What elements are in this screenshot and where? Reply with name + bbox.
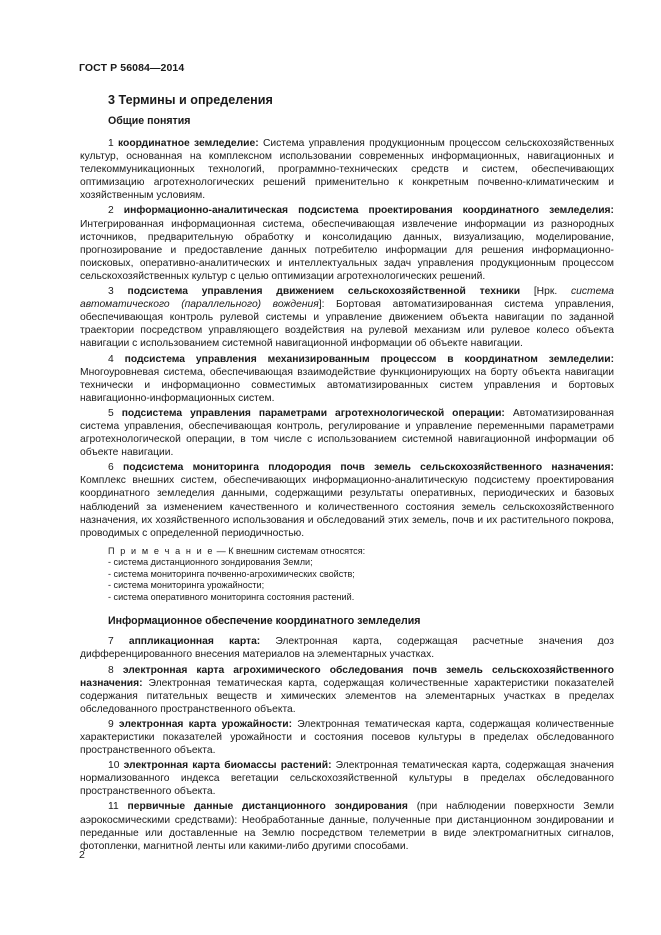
term-number: 9	[108, 718, 114, 730]
term-entry-7	[80, 635, 614, 661]
page-number: 2	[79, 849, 85, 861]
term-name: подсистема управления движением сельскохозяйственной техники	[127, 286, 521, 298]
term-name: электронная карта биомассы растений:	[123, 760, 332, 772]
term-number: 4	[108, 353, 114, 365]
term-entry-3	[80, 285, 614, 350]
term-definition: Интегрированная информационная система, обеспечивающая извлечение информации из разнородных источников, предварительную обработку и консолидацию данных, визуализацию, моделирование, прогнозирование и предоставление данных потребителю информации для решения информационно-поисковых, оперативно-аналитических и интеллектуальных задач управления продукционным процессом сельскохозяйственных культур с целью оптимизации агротехнологических решений.	[80, 218, 614, 282]
term-definition: Комплекс внешних систем, обеспечивающих информационно-аналитическую подсистему проектирования координатного земледелия данными, содержащими результаты оперативных, периодических и базовых наблюдений за изменением качественного и количественного состояния земель сельскохозяйственного назначения, их хозяйственного использования и обследований этих земель, почв и их растительного покрова, проводимых с определенной периодичностью.	[80, 475, 614, 539]
term-definition: Система управления продукционным процессом сельскохозяйственных культур, основанная на комплексном использовании современных информационных, навигационных и телекоммуникационных технологий, программно-технических средств и систем, обеспечивающих оптимизацию агротехнологических решений применительно к конкретным почвенно-климатическим и хозяйственным условиям.	[80, 138, 614, 202]
term-name: подсистема управления механизированным процессом в координатном земледелии:	[124, 353, 614, 365]
note-text: — К внешним системам относятся:	[214, 545, 366, 556]
term-entry-8	[80, 664, 614, 716]
term-number: 5	[108, 407, 114, 419]
term-number: 10	[108, 760, 120, 772]
term-number: 3	[108, 286, 114, 298]
term-definition: Электронная тематическая карта, содержащая количественные характеристики показателей содержания питательных веществ и химических элементов на элементарных участках в пределах обследованного пространственного объекта.	[80, 677, 614, 715]
term-name: координатное земледелие:	[118, 138, 259, 149]
term-name: информационно-аналитическая подсистема проектирования координатного земледелия:	[123, 205, 614, 217]
term-number: 7	[108, 636, 114, 648]
term-entry-6	[80, 461, 614, 540]
term-number: 8	[108, 664, 114, 676]
subsection-title-information: Информационное обеспечение координатного земледелия	[108, 615, 421, 628]
term-name: электронная карта урожайности:	[118, 718, 293, 730]
page-content	[80, 93, 614, 855]
term-entry-4	[80, 353, 614, 405]
note-list-item: - система мониторинга почвенно-агрохимических свойств;	[108, 568, 355, 579]
term-nonrecommended: система автоматического (параллельного) вождения	[80, 286, 614, 311]
term-entry-2	[80, 204, 614, 283]
term-entry-9	[80, 718, 614, 757]
note-list-item: - система оперативного мониторинга состояния растений.	[108, 591, 355, 602]
term-name: аппликационная карта:	[128, 636, 261, 648]
term-name: электронная карта агрохимического обследования почв земель сельскохозяйственного назначения:	[80, 664, 614, 689]
term-definition: Многоуровневая система, обеспечивающая взаимодействие функционирующих на борту объекта навигации технически и информационно совместимых автоматизированных систем управления и бортовых навигационно-информационных систем.	[80, 366, 614, 404]
note-label: П р и м е ч а н и е	[108, 545, 215, 556]
note	[80, 546, 614, 558]
section-title: 3 Термины и определения	[108, 93, 273, 107]
term-entry-5	[80, 407, 614, 459]
subsection-title-general: Общие понятия	[108, 115, 191, 127]
term-definition: ]: Бортовая автоматизированная система управления, обеспечивающая контроль рулевой системы и управление движением объекта навигации по заданной траектории посредством управляющего воздействия на рулевой механизм или рулевое колесо объекта навигации с использованием системной навигационной информации об объекте навигации.	[80, 299, 614, 350]
term-entry-11	[80, 800, 614, 852]
note-list-item: - система дистанционного зондирования Земли;	[108, 557, 313, 568]
term-definition: Электронная тематическая карта, содержащая значения нормализованного индекса вегетации сельскохозяйственной культуры в пределах обследованного пространственного объекта.	[80, 760, 614, 798]
term-number: 1	[108, 138, 114, 149]
term-name: первичные данные дистанционного зондирования	[127, 801, 408, 813]
term-definition: Электронная карта, содержащая расчетные значения доз дифференцированного внесения материалов на элементарных участках.	[80, 636, 614, 661]
term-number: 6	[108, 462, 114, 474]
note-list-item: - система мониторинга урожайности;	[108, 580, 265, 591]
term-definition: (при наблюдении поверхности Земли аэрокосмическими средствами): Необработанные данные, полученные при дистанционном зондировании и переданные или доставленные на Землю посредством телеметрии в виде электромагнитных сигналов, фотопленки, магнитной ленты или какими-либо другими способами.	[80, 801, 614, 852]
standard-code-header: ГОСТ Р 56084—2014	[79, 62, 185, 74]
term-definition: Электронная тематическая карта, содержащая количественные характеристики показателей урожайности и состояния посевов культуры в пределах обследованного пространственного объекта.	[80, 718, 614, 757]
term-name: подсистема мониторинга плодородия почв земель сельскохозяйственного назначения:	[122, 462, 614, 474]
term-number: 11	[108, 801, 119, 813]
term-definition: Автоматизированная система управления, обеспечивающая контроль, регулирование и управление переменными параметрами агротехнологической операции, в том числе с использованием системной навигационной информации об объекте навигации.	[80, 407, 614, 459]
term-nonrecommended-prefix: [Нрк.	[520, 286, 571, 298]
term-number: 2	[108, 205, 114, 217]
term-entry-1	[80, 137, 614, 202]
term-name: подсистема управления параметрами агротехнологической операции:	[121, 407, 505, 419]
term-entry-10	[80, 759, 614, 798]
